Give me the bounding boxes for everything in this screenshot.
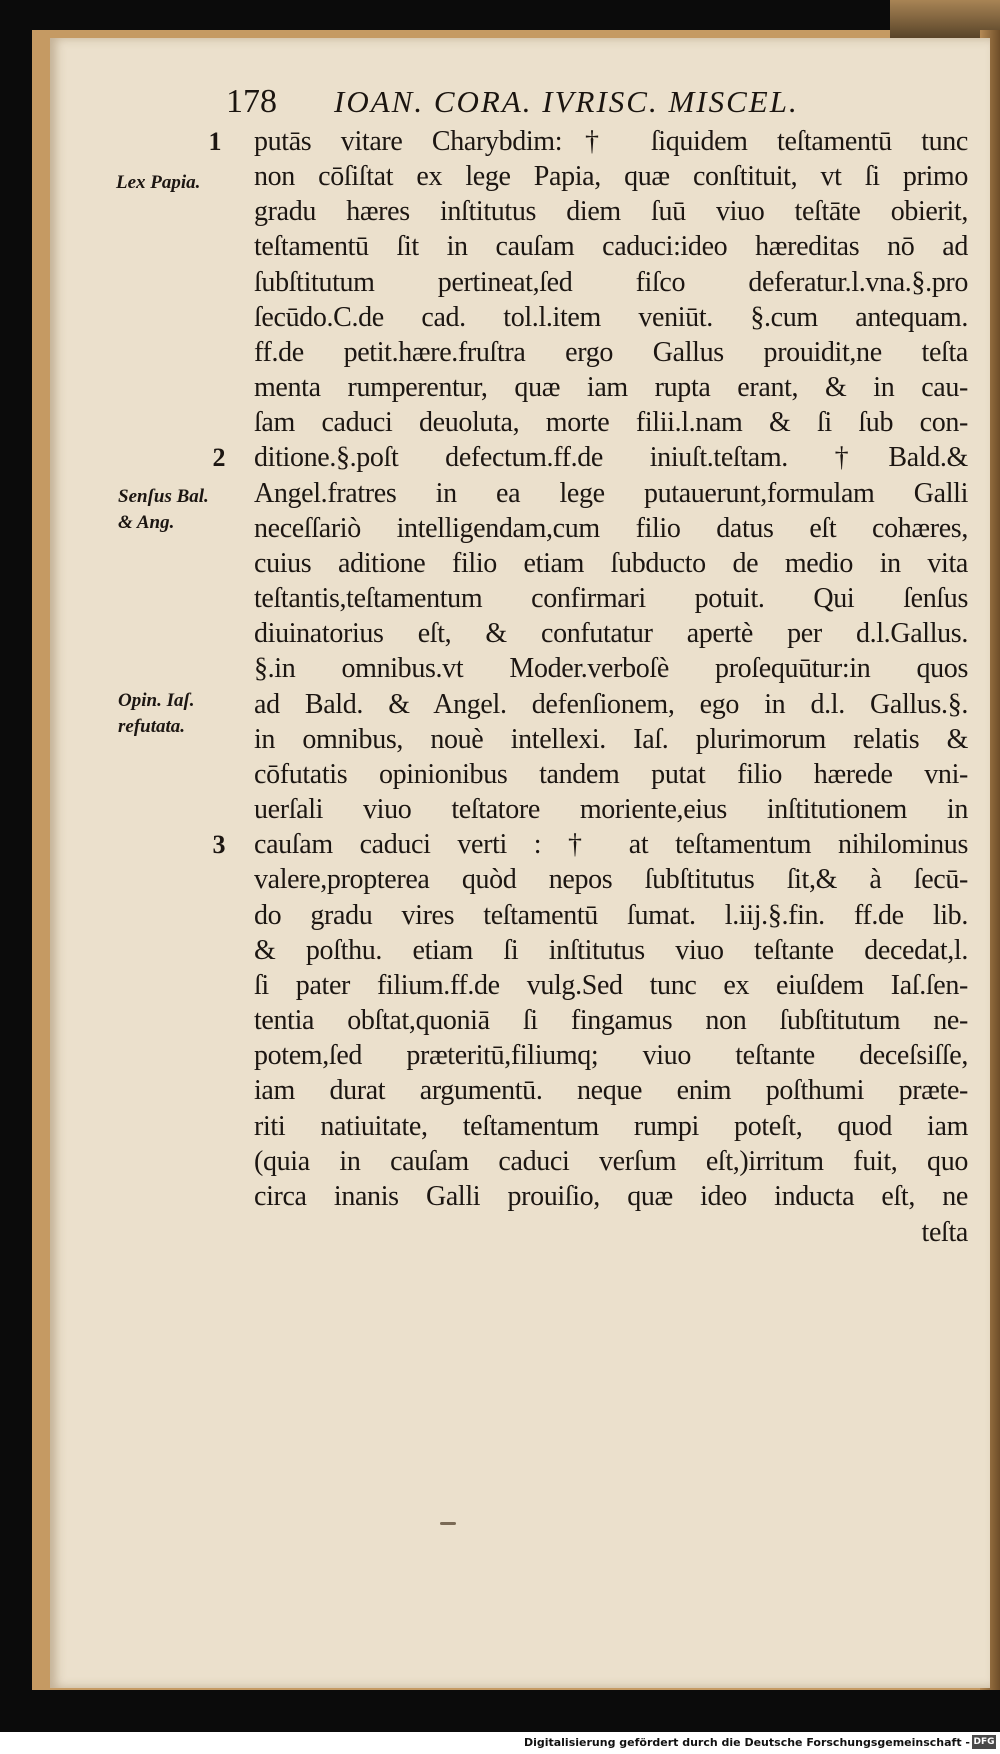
- text-line: ſecūdo.C.de cad. tol.l.item veniūt. §.cum antequam.: [254, 302, 968, 333]
- text-line: putās vitare Charybdim:† ſiquidem teſtamentū tunc: [254, 126, 968, 157]
- margin-note-sensus-2: & Ang.: [118, 512, 175, 533]
- margin-number: 1: [208, 127, 222, 156]
- text-line: menta rumperentur, quæ iam rupta erant, & in cau-: [254, 372, 968, 403]
- text-line: teſtamentū ſit in cauſam caduci:ideo hæreditas nō ad: [254, 231, 968, 262]
- text-line: Angel.fratres in ea lege putauerunt,formulam Galli: [254, 478, 968, 509]
- text-line: tentia obſtat,quoniā ſi fingamus non ſubſtitutum ne-: [254, 1005, 968, 1036]
- text-line: potem,ſed præteritū,filiumq; viuo teſtante deceſsiſſe,: [254, 1040, 968, 1071]
- dfg-logo-icon: DFG: [973, 1737, 995, 1747]
- text-line: gradu hæres inſtitutus diem ſuū viuo teſtāte obierit,: [254, 196, 968, 227]
- text-line: ſubſtitutum pertineat,ſed fiſco deferatur.l.vna.§.pro: [254, 267, 968, 298]
- text-line: riti natiuitate, teſtamentum rumpi poteſt, quod iam: [254, 1111, 968, 1142]
- margin-note-opin-2: refutata.: [118, 716, 186, 737]
- page-header: [0, 80, 1000, 124]
- catchword: teſta: [921, 1217, 968, 1248]
- text-line: ſi pater filium.ff.de vulg.Sed tunc ex eiuſdem Iaſ.ſen-: [254, 970, 968, 1001]
- margin-number: 2: [212, 443, 226, 472]
- text-line: circa inanis Galli prouiſio, quæ ideo inducta eſt, ne: [254, 1181, 968, 1212]
- text-line: do gradu vires teſtamentū ſumat. l.iij.§.fin. ff.de lib.: [254, 900, 968, 931]
- text-line: cuius aditione filio etiam ſubducto de medio in vita: [254, 548, 968, 579]
- text-line: diuinatorius eſt, & confutatur apertè per d.l.Gallus.: [254, 618, 968, 649]
- text-line: uerſali viuo teſtatore moriente,eius inſtitutionem in: [254, 794, 968, 825]
- running-head: IOAN. CORA. IVRISC. MISCEL.: [334, 84, 799, 119]
- text-line: ad Bald. & Angel. defenſionem, ego in d.l. Gallus.§.: [254, 689, 968, 720]
- margin-number: 3: [212, 830, 226, 859]
- text-line: iam durat argumentū. neque enim poſthumi præte-: [254, 1075, 968, 1106]
- text-line: §.in omnibus.vt Moder.verboſè proſequūtur:in quos: [254, 653, 968, 684]
- footer-bar: [0, 1732, 1000, 1754]
- text-line: valere,propterea quòd nepos ſubſtitutus ſit,& à ſecū-: [254, 864, 968, 895]
- text-line: (quia in cauſam caduci verſum eſt,)irritum fuit, quo: [254, 1146, 968, 1177]
- text-line: cauſam caduci verti : † at teſtamentum nihilominus: [254, 829, 968, 860]
- footer-credit: Digitalisierung gefördert durch die Deutsche Forschungsgemeinschaft -: [523, 1736, 970, 1749]
- text-line: teſtantis,teſtamentum confirmari potuit. Qui ſenſus: [254, 583, 968, 614]
- text-line: non cōſiſtat ex lege Papia, quæ conſtituit, vt ſi primo: [254, 161, 968, 192]
- margin-note-lex-papia: Lex Papia.: [116, 172, 201, 193]
- text-line: ſam caduci deuoluta, morte filii.l.nam & ſi ſub con-: [254, 407, 968, 438]
- text-line: neceſſariò intelligendam,cum filio datus eſt cohæres,: [254, 513, 968, 544]
- ink-smudge: [440, 1522, 456, 1525]
- text-line: ff.de petit.hære.fruſtra ergo Gallus prouidit,ne teſta: [254, 337, 968, 368]
- margin-note-sensus-1: Senſus Bal.: [118, 486, 209, 507]
- text-line: in omnibus, nouè intellexi. Iaſ. plurimorum relatis &: [254, 724, 968, 755]
- text-line: cōfutatis opinionibus tandem putat filio hærede vni-: [254, 759, 968, 790]
- text-line: & poſthu. etiam ſi inſtitutus viuo teſtante decedat,l.: [254, 935, 968, 966]
- text-line: ditione.§.poſt defectum.ff.de iniuſt.teſtam. †Bald.&: [254, 442, 968, 473]
- page-number: 178: [226, 83, 277, 120]
- margin-note-opin-1: Opin. Iaſ.: [118, 690, 195, 711]
